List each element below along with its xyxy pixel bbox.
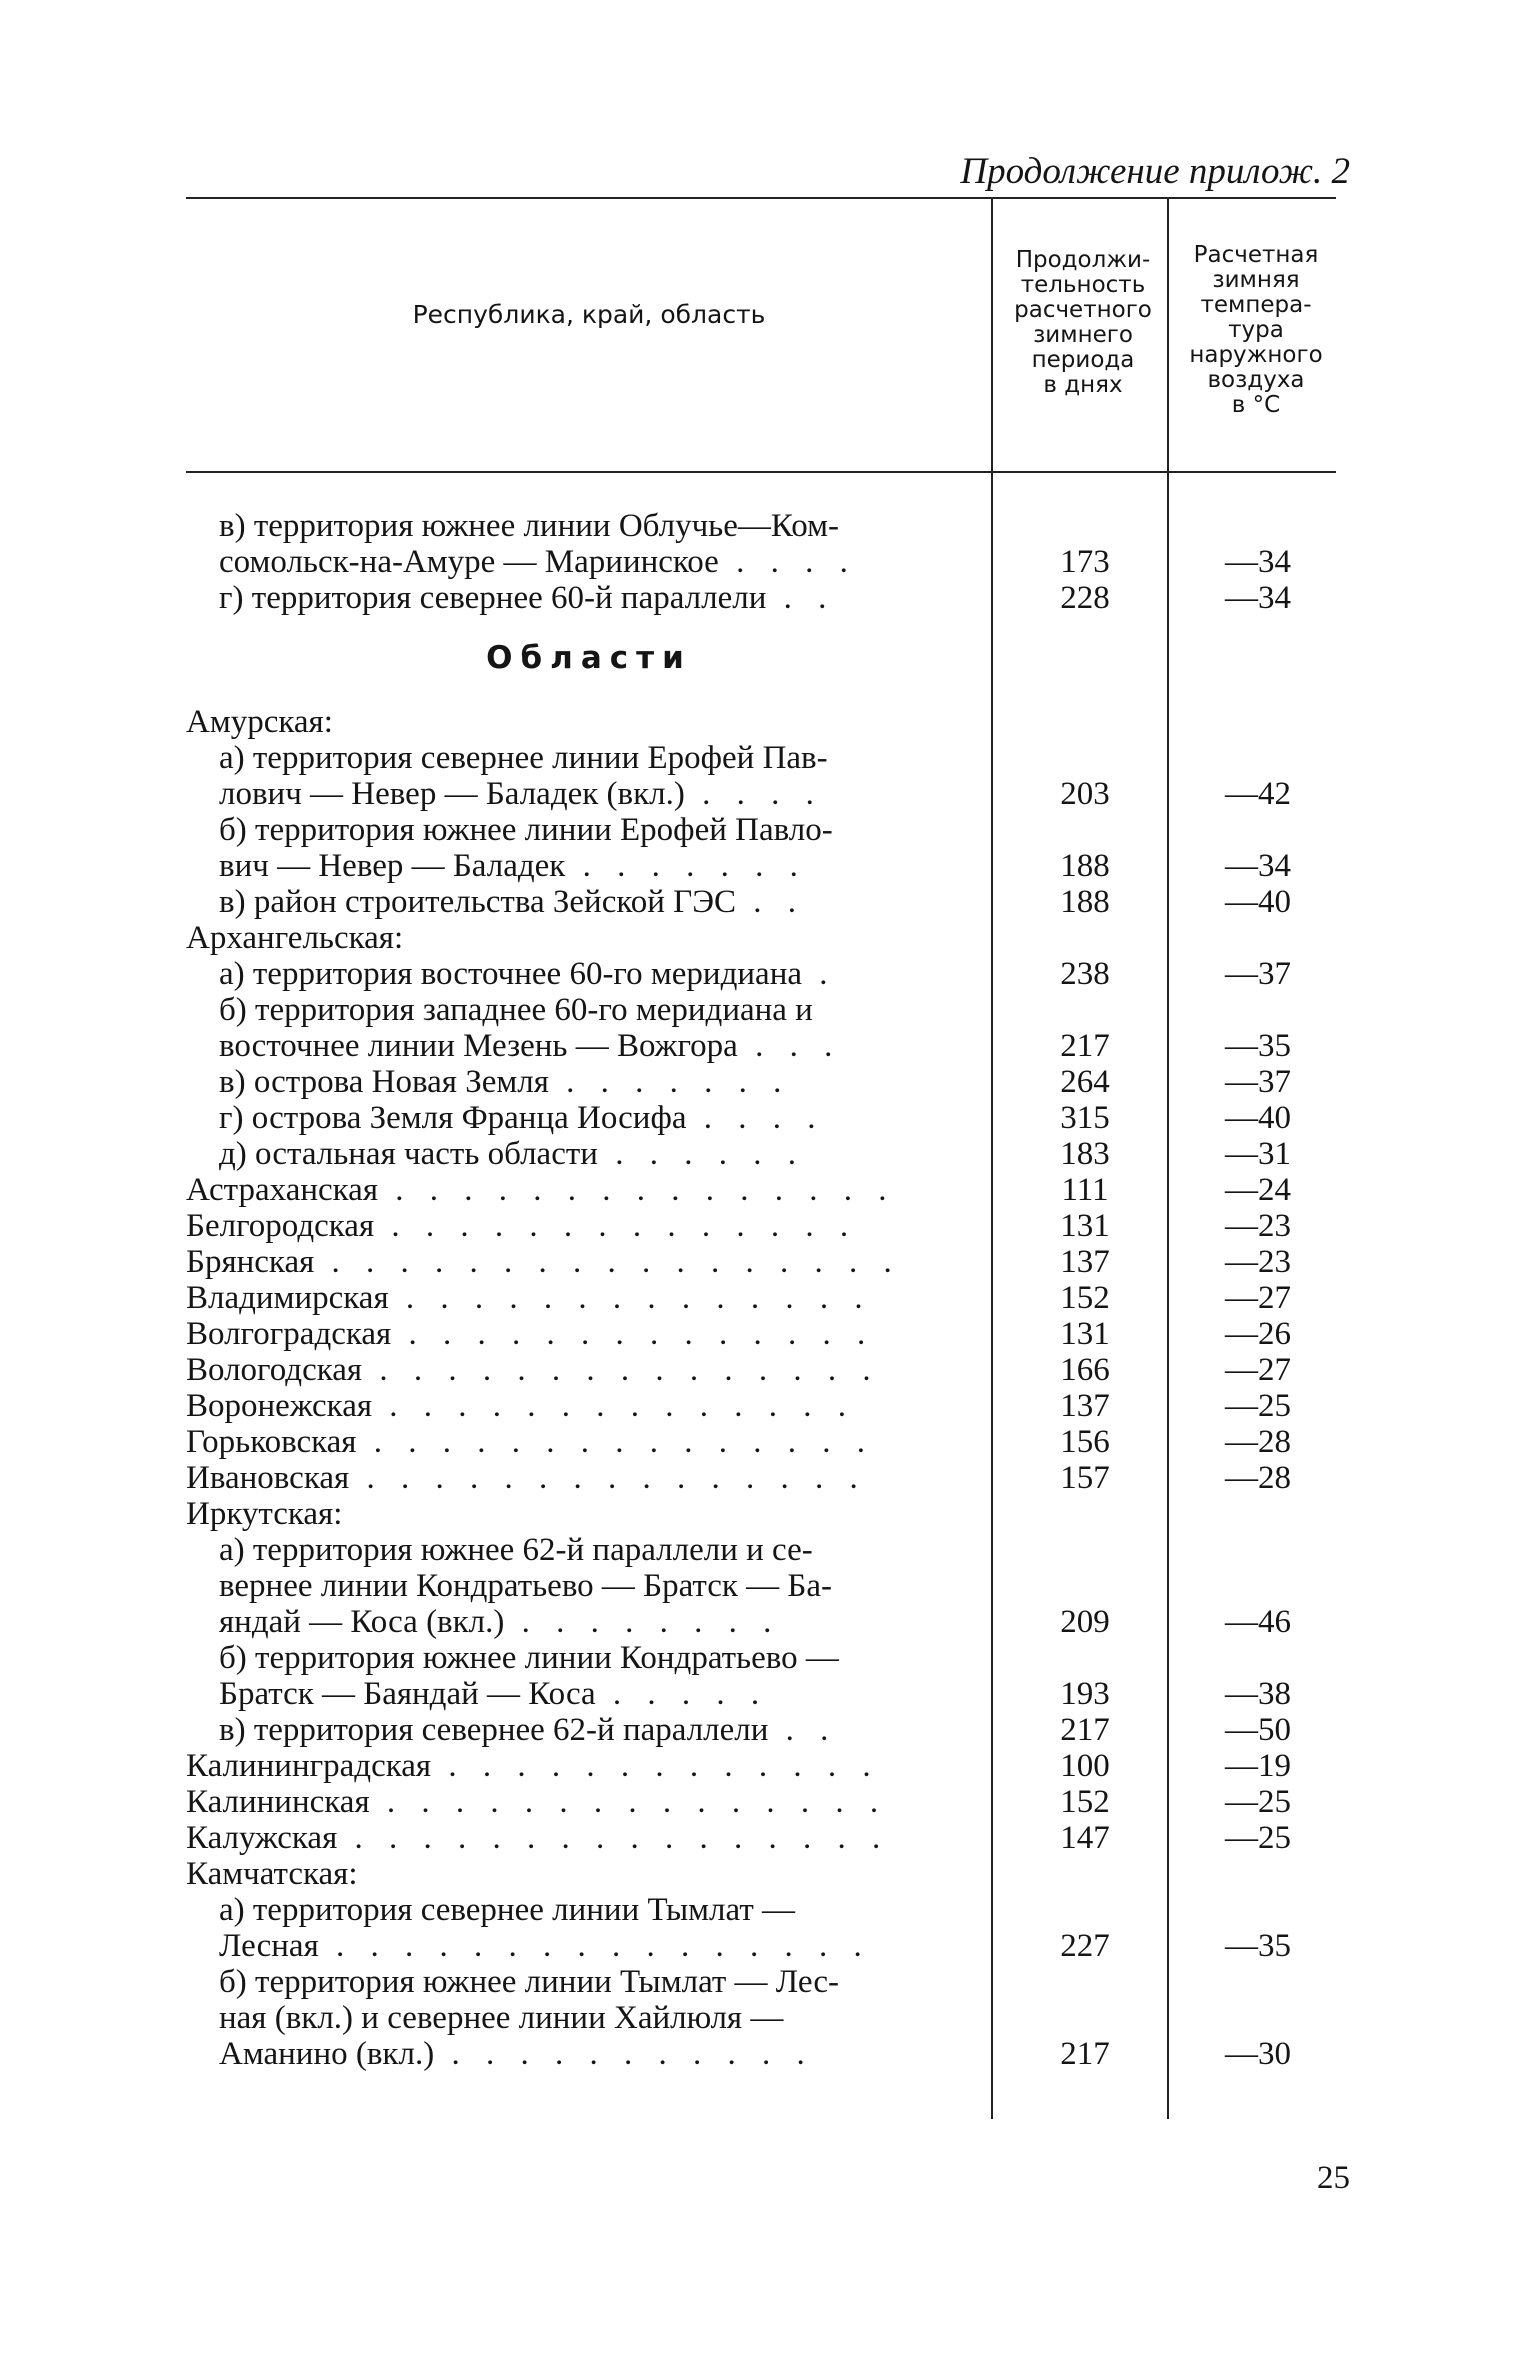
row-label: б) территория западнее 60-го меридиана и (219, 992, 813, 1028)
table-row (0, 1856, 1536, 1892)
row-label: а) территория севернее линии Ерофей Пав- (219, 740, 828, 776)
dot-leader: . . . . . . . . . . . . . . . (349, 1460, 867, 1496)
row-label-text: Белгородская (186, 1208, 375, 1244)
row-label (186, 1316, 874, 1352)
dot-leader: . . . . . . . . . . . . . . (372, 1388, 856, 1424)
table-row (0, 740, 1536, 776)
row-label (186, 1424, 874, 1460)
row-label (219, 1928, 871, 1964)
dot-leader: . (802, 956, 837, 992)
table-row (0, 1208, 1536, 1244)
section-title: Области (486, 640, 692, 676)
row-label (186, 1748, 880, 1784)
table-row (0, 1748, 1536, 1784)
duration-days-value: 152 (1060, 1280, 1110, 1316)
dot-leader: . . . . . . . . . . . . . (431, 1748, 880, 1784)
dot-leader: . . . . . . . (565, 848, 807, 884)
row-label-text: лович — Невер — Баладек (вкл.) (219, 776, 685, 812)
dot-leader: . . (766, 580, 836, 616)
duration-days-value: 183 (1060, 1136, 1110, 1172)
table-row (0, 1676, 1536, 1712)
dot-leader: . . . . . . . . . . . . . . (391, 1316, 875, 1352)
header-rule (186, 471, 1336, 473)
row-label-text: вич — Невер — Баладек (219, 848, 566, 884)
row-label-text: восточнее линии Мезень — Вожгора (219, 1028, 738, 1064)
row-label (186, 1352, 880, 1388)
row-label (219, 1604, 780, 1640)
row-label: вернее линии Кондратьево — Братск — Ба- (219, 1568, 833, 1604)
table-row (0, 1604, 1536, 1640)
row-label (186, 1244, 901, 1280)
duration-days-value: 173 (1060, 544, 1110, 580)
dot-leader: . . . . . . . . . . . . . . . (362, 1352, 880, 1388)
row-label (219, 580, 835, 616)
header-line: зимнего (1033, 322, 1133, 348)
table-row (0, 1064, 1536, 1100)
temperature-value: —50 (1225, 1712, 1291, 1748)
dot-leader: . . . . . . . . (504, 1604, 781, 1640)
row-label (219, 1136, 805, 1172)
duration-days-value: 188 (1060, 884, 1110, 920)
duration-days-value: 227 (1060, 1928, 1110, 1964)
table-row (0, 508, 1536, 544)
row-label (186, 1820, 889, 1856)
table-row (0, 1928, 1536, 1964)
table-row (0, 704, 1536, 740)
temperature-value: —28 (1225, 1424, 1291, 1460)
temperature-value: —46 (1225, 1604, 1291, 1640)
table-row (0, 884, 1536, 920)
row-label (219, 1064, 790, 1100)
temperature-value: —34 (1225, 848, 1291, 884)
duration-days-value: 147 (1060, 1820, 1110, 1856)
duration-days-value: 193 (1060, 1676, 1110, 1712)
row-label-text: Астраханская (186, 1172, 379, 1208)
dot-leader: . . . . . . . . . . . . . . . . . (314, 1244, 901, 1280)
table-row (0, 1712, 1536, 1748)
row-label (186, 1784, 887, 1820)
table-row (0, 1568, 1536, 1604)
dot-leader: . . . . (686, 1100, 825, 1136)
duration-days-value: 203 (1060, 776, 1110, 812)
row-label-text: а) территория восточнее 60-го меридиана (219, 956, 802, 992)
temperature-value: —28 (1225, 1460, 1291, 1496)
row-label-text: Вологодская (186, 1352, 363, 1388)
header-line: тура (1228, 317, 1284, 343)
table-row (0, 1316, 1536, 1352)
dot-leader: . . . . . . . . . . . . . . (374, 1208, 858, 1244)
table-row (0, 580, 1536, 616)
temperature-value: —40 (1225, 1100, 1291, 1136)
table-row (0, 956, 1536, 992)
row-label: Архангельская: (186, 920, 404, 956)
row-label: в) территория южнее линии Облучье—Ком- (219, 508, 839, 544)
temperature-value: —19 (1225, 1748, 1291, 1784)
duration-days-value: 315 (1060, 1100, 1110, 1136)
dot-leader: . . . . . . . (548, 1064, 791, 1100)
temperature-value: —24 (1225, 1172, 1291, 1208)
temperature-value: —25 (1225, 1388, 1291, 1424)
duration-days-value: 228 (1060, 580, 1110, 616)
row-label-text: Брянская (186, 1244, 315, 1280)
row-label-text: в) район строительства Зейской ГЭС (219, 884, 736, 920)
row-label-text: Волгоградская (186, 1316, 392, 1352)
row-label: Амурская: (186, 704, 333, 740)
table-row (0, 2000, 1536, 2036)
temperature-value: —34 (1225, 580, 1291, 616)
table-row (0, 1352, 1536, 1388)
row-label: Камчатская: (186, 1856, 358, 1892)
row-label-text: Лесная (219, 1928, 319, 1964)
row-label (219, 884, 805, 920)
duration-days-value: 111 (1061, 1172, 1109, 1208)
row-label-text: в) острова Новая Земля (219, 1064, 549, 1100)
table-row (0, 1388, 1536, 1424)
row-label (186, 1280, 872, 1316)
column-header-duration (998, 248, 1168, 398)
table-row (0, 1280, 1536, 1316)
dot-leader: . . . . . . (597, 1136, 805, 1172)
header-line: в днях (1043, 372, 1123, 398)
row-label (186, 1388, 855, 1424)
row-label-text: в) территория севернее 62-й параллели (219, 1712, 769, 1748)
temperature-value: —37 (1225, 1064, 1291, 1100)
row-label-text: Братск — Баяндай — Коса (219, 1676, 596, 1712)
duration-days-value: 217 (1060, 1712, 1110, 1748)
dot-leader: . . . . . . . . . . . . . . (388, 1280, 872, 1316)
dot-leader: . . (768, 1712, 838, 1748)
dot-leader: . . . . . . . . . . . . . . . (356, 1424, 874, 1460)
row-label: б) территория южнее линии Ерофей Павло- (219, 812, 833, 848)
row-label (186, 1172, 896, 1208)
table-row (0, 776, 1536, 812)
temperature-value: —31 (1225, 1136, 1291, 1172)
dot-leader: . . . (737, 1028, 842, 1064)
row-label (219, 776, 823, 812)
temperature-value: —30 (1225, 2036, 1291, 2072)
row-label-text: Владимирская (186, 1280, 389, 1316)
page-header: Продолжение прилож. 2 (960, 151, 1350, 192)
duration-days-value: 137 (1060, 1388, 1110, 1424)
temperature-value: —26 (1225, 1316, 1291, 1352)
row-label (219, 2036, 814, 2072)
header-line: зимняя (1212, 267, 1300, 293)
header-line: наружного (1189, 342, 1323, 368)
table-row (0, 2036, 1536, 2072)
row-label-text: Калининградская (186, 1748, 432, 1784)
duration-days-value: 209 (1060, 1604, 1110, 1640)
temperature-value: —35 (1225, 1028, 1291, 1064)
dot-leader: . . . . (684, 776, 823, 812)
temperature-value: —25 (1225, 1784, 1291, 1820)
table-row (0, 1784, 1536, 1820)
row-label-text: д) остальная часть области (219, 1136, 598, 1172)
duration-days-value: 217 (1060, 1028, 1110, 1064)
row-label: Иркутская: (186, 1496, 343, 1532)
duration-days-value: 137 (1060, 1244, 1110, 1280)
temperature-value: —42 (1225, 776, 1291, 812)
header-line: расчетного (1014, 297, 1152, 323)
temperature-value: —35 (1225, 1928, 1291, 1964)
temperature-value: —37 (1225, 956, 1291, 992)
row-label (219, 1676, 768, 1712)
temperature-value: —34 (1225, 544, 1291, 580)
table-row (0, 812, 1536, 848)
temperature-value: —38 (1225, 1676, 1291, 1712)
dot-leader: . . . . (718, 544, 857, 580)
row-label-text: г) острова Земля Франца Иосифа (219, 1100, 687, 1136)
duration-days-value: 156 (1060, 1424, 1110, 1460)
row-label (186, 1208, 857, 1244)
table-row (0, 1820, 1536, 1856)
table-row (0, 544, 1536, 580)
temperature-value: —27 (1225, 1280, 1291, 1316)
table-row (0, 1460, 1536, 1496)
duration-days-value: 100 (1060, 1748, 1110, 1784)
table-row (0, 1964, 1536, 2000)
dot-leader: . . . . . . . . . . . . . . . (369, 1784, 888, 1820)
row-label (219, 1100, 825, 1136)
row-label (219, 956, 837, 992)
duration-days-value: 188 (1060, 848, 1110, 884)
duration-days-value: 166 (1060, 1352, 1110, 1388)
table-row (0, 1424, 1536, 1460)
page-number: 25 (1317, 2160, 1350, 2196)
header-line: в °С (1231, 392, 1281, 418)
table-row (0, 1100, 1536, 1136)
row-label-text: г) территория севернее 60-й параллели (219, 580, 767, 616)
column-header-temperature (1172, 243, 1340, 418)
header-line: воздуха (1207, 367, 1305, 393)
table-row (0, 1136, 1536, 1172)
dot-leader: . . . . . . . . . . . (434, 2036, 814, 2072)
dot-leader: . . . . . . . . . . . . . . . (378, 1172, 896, 1208)
table-row (0, 1640, 1536, 1676)
row-label-text: Воронежская (186, 1388, 373, 1424)
duration-days-value: 152 (1060, 1784, 1110, 1820)
row-label: а) территория южнее 62-й параллели и се- (219, 1532, 813, 1568)
table-row (0, 1892, 1536, 1928)
table-row (0, 1532, 1536, 1568)
row-label-text: Калининская (186, 1784, 370, 1820)
row-label-text: сомольск-на-Амуре — Мариинское (219, 544, 719, 580)
temperature-value: —40 (1225, 884, 1291, 920)
row-label (219, 848, 807, 884)
row-label: а) территория севернее линии Тымлат — (219, 1892, 795, 1928)
row-label-text: Ивановская (186, 1460, 350, 1496)
table-row (0, 1028, 1536, 1064)
row-label (219, 1028, 841, 1064)
table-row (0, 1244, 1536, 1280)
row-label-text: Аманино (вкл.) (219, 2036, 435, 2072)
duration-days-value: 264 (1060, 1064, 1110, 1100)
header-line: темпера- (1200, 292, 1312, 318)
table-row (0, 1172, 1536, 1208)
row-label-text: Горьковская (186, 1424, 357, 1460)
table-row (0, 1496, 1536, 1532)
duration-days-value: 217 (1060, 2036, 1110, 2072)
temperature-value: —25 (1225, 1820, 1291, 1856)
row-label: б) территория южнее линии Кондратьево — (219, 1640, 839, 1676)
row-label (219, 544, 857, 580)
duration-days-value: 238 (1060, 956, 1110, 992)
duration-days-value: 131 (1060, 1316, 1110, 1352)
duration-days-value: 157 (1060, 1460, 1110, 1496)
top-rule (186, 197, 1336, 199)
table-row (0, 848, 1536, 884)
duration-days-value: 131 (1060, 1208, 1110, 1244)
row-label (219, 1712, 837, 1748)
header-line: Продолжи- (1015, 247, 1151, 273)
temperature-value: —23 (1225, 1244, 1291, 1280)
row-label-text: Калужская (186, 1820, 338, 1856)
dot-leader: . . (736, 884, 805, 920)
header-line: периода (1031, 347, 1135, 373)
header-line: тельность (1020, 272, 1146, 298)
row-label-text: яндай — Коса (вкл.) (219, 1604, 505, 1640)
temperature-value: —23 (1225, 1208, 1291, 1244)
dot-leader: . . . . . . . . . . . . . . . . (318, 1928, 871, 1964)
dot-leader: . . . . . (595, 1676, 769, 1712)
row-label (186, 1460, 867, 1496)
table-row (0, 992, 1536, 1028)
dot-leader: . . . . . . . . . . . . . . . . (337, 1820, 890, 1856)
table-row (0, 920, 1536, 956)
column-header-region: Республика, край, область (412, 300, 766, 329)
header-line: Расчетная (1193, 242, 1319, 268)
row-label: б) территория южнее линии Тымлат — Лес- (219, 1964, 840, 2000)
temperature-value: —27 (1225, 1352, 1291, 1388)
row-label: ная (вкл.) и севернее линии Хайлюля — (219, 2000, 784, 2036)
